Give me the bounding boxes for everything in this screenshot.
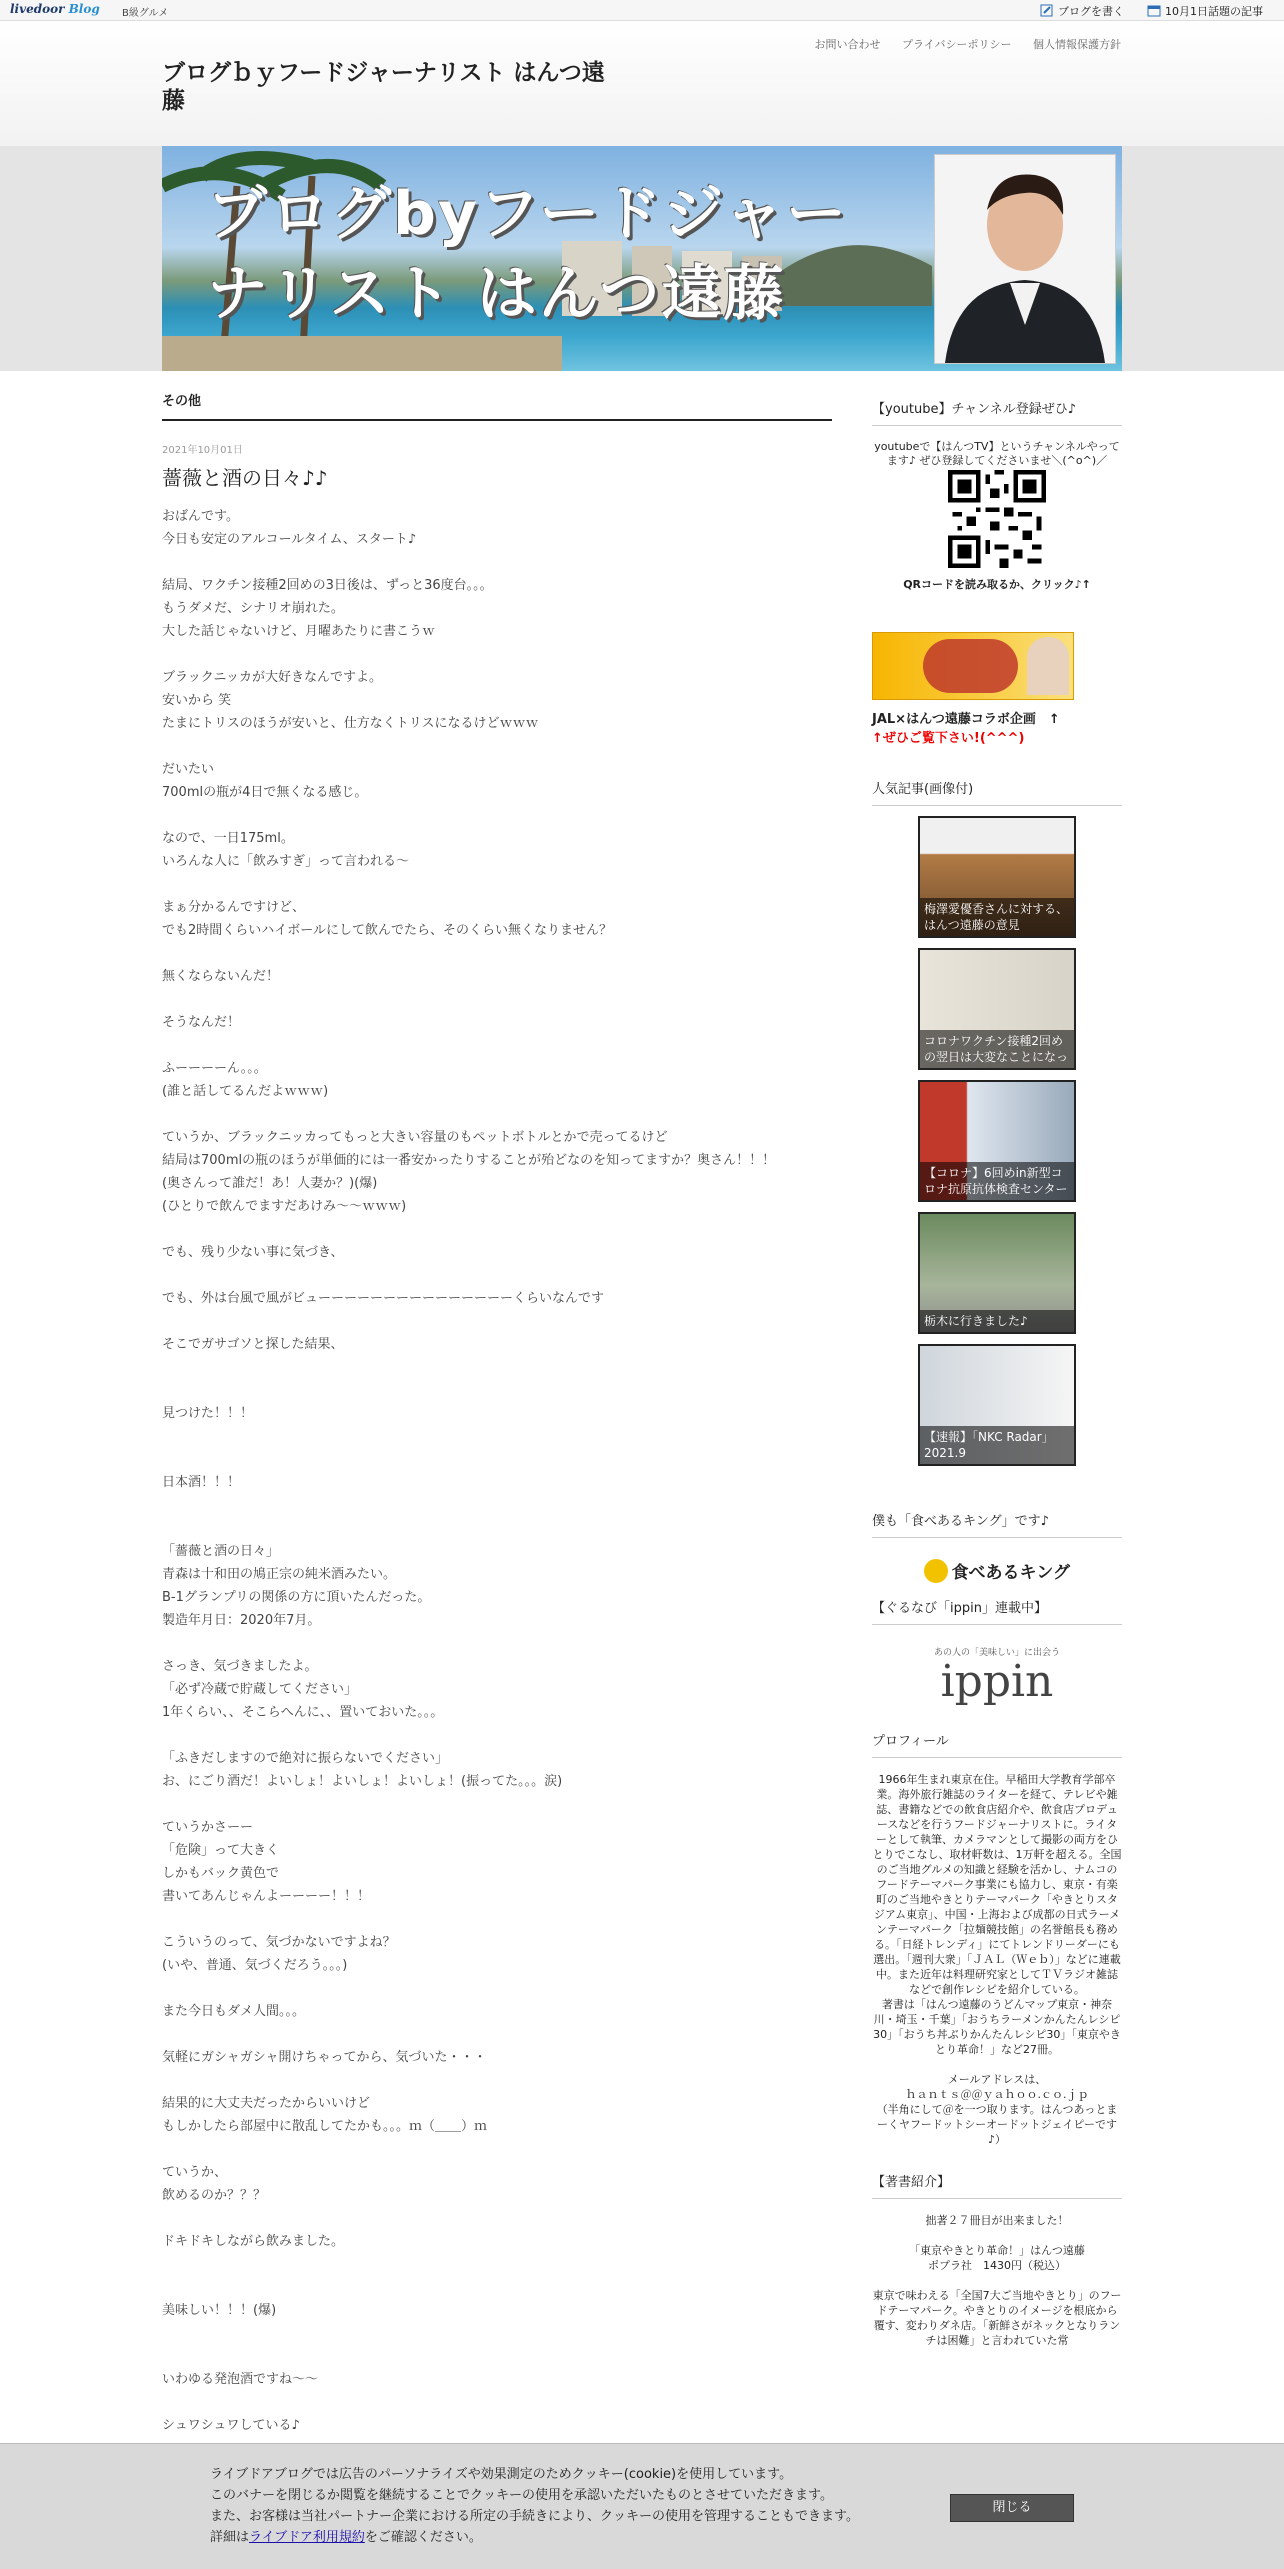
blog-title[interactable]: ブログｂｙフードジャーナリスト はんつ遠藤 bbox=[162, 60, 605, 114]
write-blog-link[interactable]: ブログを書く bbox=[1040, 3, 1124, 19]
popular-article-4[interactable]: 栃木に行きました♪ bbox=[918, 1212, 1076, 1334]
author-photo bbox=[934, 154, 1116, 364]
books-heading: 【著書紹介】 bbox=[872, 2171, 1122, 2199]
king-heading: 僕も「食べあるキング」です♪ bbox=[872, 1510, 1122, 1538]
header-links bbox=[797, 36, 1121, 52]
category-link[interactable]: B級グルメ bbox=[122, 8, 169, 19]
banner-person bbox=[1027, 637, 1069, 695]
pencil-icon bbox=[1040, 4, 1054, 17]
trending-link[interactable]: 10月1日話題の記事 bbox=[1147, 3, 1263, 19]
personal-info-link[interactable]: 個人情報保護方針 bbox=[1033, 38, 1121, 51]
popular-article-1[interactable]: 梅澤愛優香さんに対する、はんつ遠藤の意見 bbox=[918, 816, 1076, 938]
main-column bbox=[162, 390, 832, 2437]
terms-link[interactable]: ライブドア利用規約 bbox=[249, 2530, 365, 2545]
jal-collab-subtext[interactable]: ↑ぜひご覧下さい!(^^^) bbox=[872, 731, 1025, 746]
profile-heading: プロフィール bbox=[872, 1730, 1122, 1758]
privacy-policy-link[interactable]: プライバシーポリシー bbox=[902, 38, 1012, 51]
popular-article-5[interactable]: 【速報】「NKC Radar」2021.9 bbox=[918, 1344, 1076, 1466]
sidebar bbox=[872, 398, 1122, 2348]
calendar-icon bbox=[1147, 4, 1161, 17]
popular-article-2[interactable]: コロナワクチン接種2回めの翌日は大変なことになっ bbox=[918, 948, 1076, 1070]
qr-caption: QRコードを読み取るか、クリック♪↑ bbox=[903, 578, 1091, 591]
cookie-banner bbox=[0, 2443, 1284, 2569]
header-banner[interactable] bbox=[162, 146, 1122, 371]
crown-icon bbox=[924, 1559, 948, 1583]
profile-text: 1966年生まれ東京在住。早稲田大学教育学部卒業。海外旅行雑誌のライターを経て、テレビや雑誌、書籍などでの飲食店紹介や、飲食店プロデュースなどを行うフードジャーナリストに。ライターとして執筆、カメラマンとして撮影の両方をひとりでこなし、取材軒数は、1万軒を超える。全国のご当地グルメの知識と経験を活かし、ナムコのフードテーマパーク事業にも協力し、東京・有楽町のご当地やきとりテーマパーク「やきとりスタジアム東京」、中国・上海および成都の日式ラーメンテーマパーク「拉麺競技館」の名誉館長も務める。「日経トレンディ」にてトレンドリーダーにも選出。「週刊大衆」「ＪＡＬ（Ｗｅｂ）」などに連載中。また近年は料理研究家としてＴＶラジオ雑誌などで創作レシピを紹介している。 著書は「はんつ遠藤のうどんマップ東京・神奈川・埼玉・千葉」「おうちラーメンかんたんレシピ30」「おうち丼ぶりかんたんレシピ30」「東京やきとり革命！」など27冊。 メールアドレスは、 ｈａｎｔｓ＠＠ｙａｈｏｏ.ｃｏ.ｊｐ （半角にして＠を一つ取ります。はんつあっとまーくヤフードットシーオードットジェイピーです♪） bbox=[872, 1773, 1122, 2146]
banner-graphic bbox=[923, 639, 1018, 693]
blog-header bbox=[0, 21, 1284, 146]
jal-collab-banner[interactable] bbox=[872, 632, 1074, 700]
popular-article-3[interactable]: 【コロナ】6回めin新型コロナ抗原抗体検査センター bbox=[918, 1080, 1076, 1202]
tabearuking-logo[interactable]: 食べあるキング bbox=[872, 1558, 1122, 1583]
ippin-heading: 【ぐるなび「ippin」連載中】 bbox=[872, 1597, 1122, 1625]
cookie-message: ライブドアブログでは広告のパーソナライズや効果測定のためクッキー(cookie)を使用しています。 このバナーを閉じるか閲覧を継続することでクッキーの使用を承認いただいたものとさせていただきます。 また、お客様は当社パートナー企業における所定の手続きにより、クッキーの使用を管理することもできます。 詳細はライブドア利用規約をご確認ください。 bbox=[210, 2467, 859, 2545]
qr-code[interactable] bbox=[948, 470, 1046, 568]
youtube-text: youtubeで【はんつTV】というチャンネルやってます♪ ぜひ登録してくださいませ＼(^o^)／ bbox=[874, 440, 1120, 467]
livedoor-blog-logo[interactable]: livedoor Blog bbox=[10, 2, 100, 16]
category-heading[interactable]: その他 bbox=[162, 390, 832, 421]
livedoor-topbar bbox=[0, 0, 1284, 21]
youtube-heading: 【youtube】チャンネル登録ぜひ♪ bbox=[872, 398, 1122, 426]
post-body: おばんです。 今日も安定のアルコールタイム、スタート♪ 結局、ワクチン接種2回めの3日後は、ずっと36度台。。。 もうダメだ、シナリオ崩れた。 大した話じゃないけど、月曜あたりに書こうｗ ブラックニッカが大好きなんですよ。 安いから 笑 たまにトリスのほうが安いと、仕方なくトリスになるけどｗｗｗ だいたい 700mlの瓶が4日で無くなる感じ。 なので、一日175ml。 いろんな人に「飲みすぎ」って言われる～ まぁ分かるんですけど、 でも2時間くらいハイボールにして飲んでたら、そのくらい無くなりません？ 無くならないんだ！ そうなんだ！ ふーーーーん。。。 (誰と話してるんだよｗｗｗ) ていうか、ブラックニッカってもっと大きい容量のもペットボトルとかで売ってるけど 結局は700mlの瓶のほうが単価的には一番安かったりすることが殆どなのを知ってますか？奥さん！！！ (奥さんって誰だ！あ！人妻か？)(爆) (ひとりで飲んでますだあけみ～～ｗｗｗ) でも、残り少ない事に気づき、 でも、外は台風で風がビューーーーーーーーーーーーーーーくらいなんです そこでガサゴソと探した結果、 見つけた！！！ 日本酒！！！ 「薔薇と酒の日々」 青森は十和田の鳩正宗の純米酒みたい。 B-1グランプリの関係の方に頂いたんだった。 製造年月日：2020年7月。 さっき、気づきましたよ。 「必ず冷蔵で貯蔵してください」 1年くらい、、そこらへんに、、置いておいた。。。 「ふきだしますので絶対に振らないでください」 お、にごり酒だ！よいしょ！よいしょ！よいしょ！(振ってた。。。涙) ていうかさーー 「危険」って大きく しかもバック黄色で 書いてあんじゃんよーーーー！！！ こういうのって、気づかないですよね？ (いや、普通、気づくだろう。。。) また今日もダメ人間。。。 気軽にガシャガシャ開けちゃってから、気づいた・・・ 結果的に大丈夫だったからいいけど もしかしたら部屋中に散乱してたかも。。。ｍ（＿＿）ｍ ていうか、 飲めるのか？？？ ドキドキしながら飲みました。 美味しい！！！(爆) いわゆる発泡酒ですね～～ シュワシュワしている♪ bbox=[162, 509, 776, 2433]
banner-title-text: ブログbyフードジャーナリスト はんつ遠藤 bbox=[207, 179, 849, 329]
popular-heading: 人気記事(画像付) bbox=[872, 778, 1122, 806]
books-text: 拙著２７冊目が出来ました！ 「東京やきとり革命！」はんつ遠藤 ポプラ社 1430円（税込） 東京で味わえる「全国7大ご当地やきとり」のフードテーマパーク。やきとりのイメージを根底から覆す、変わりダネ店。「新鮮さがネックとなりランチは困難」と言われていた常 bbox=[872, 2214, 1122, 2347]
ippin-logo[interactable]: あの人の「美味しい」に出会う ippin bbox=[933, 1648, 1060, 1707]
cookie-close-button[interactable]: 閉じる bbox=[950, 2494, 1074, 2522]
post-title[interactable]: 薔薇と酒の日々♪♪ bbox=[162, 466, 328, 490]
contact-link[interactable]: お問い合わせ bbox=[814, 38, 881, 51]
post-date: 2021年10月01日 bbox=[162, 445, 243, 456]
jal-collab-link[interactable]: JAL×はんつ遠藤コラボ企画 ↑ bbox=[872, 712, 1060, 727]
